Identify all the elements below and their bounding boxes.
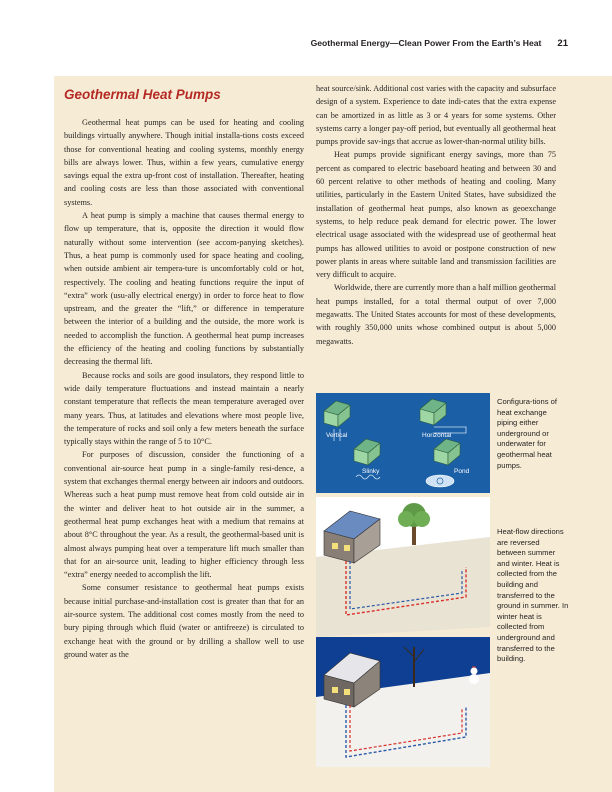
caption-heat-flow: Heat-flow directions are reversed between summer and winter. Heat is collected from the building and transferred to the ground in summer. In winter heat is collected from underground and transferred to the building.	[497, 527, 569, 664]
heat-flow-figure	[316, 497, 490, 767]
left-column	[64, 86, 304, 661]
paragraph-8: Worldwide, there are currently more than a half million geothermal heat pumps installed, for a total thermal output of over 7,000 megawatts. The United States accounts for most of these developments, with roughly 350,000 units whose combined output is about 5,000 megawatts.	[316, 283, 557, 346]
label-slinky: Slinky	[362, 468, 380, 475]
article-title: Geothermal Heat Pumps	[64, 87, 221, 102]
paragraph-6: heat source/sink. Additional cost varies with the capacity and subsurface design of a system. Experience to date indi-cates that the extra expense can be amortized in as little as 3 or 4 years for some systems. Other systems carry a longer pay-off period, but eventually all geothermal heat pumps provide sav-ings that accrue as lower-than-normal utility bills.	[316, 84, 556, 147]
piping-configurations-figure	[316, 393, 490, 493]
running-title: Geothermal Energy—Clean Power From the Earth’s Heat	[310, 38, 542, 48]
running-header	[168, 38, 568, 49]
label-vertical: Vertical	[326, 432, 348, 439]
paragraph-4: For purposes of discussion, consider the functioning of a conventional air-source heat pump in a single-family resi-dence, a system that exchanges thermal energy between air indoors and outdoors. Whereas such a heat pump must remove heat from cold outside air in the winter and deliver heat to hot outside air in the summer, a geothermal heat pump exchanges heat with a medium that remains at about 8°C throughout the year. As a result, the geothermal-based unit is almost always pumping heat over a temperature lift much smaller than that for an air-source unit, leading to higher efficiency through less “extra” energy needed to accomplish the lift.	[64, 450, 304, 580]
label-horizontal: Horizontal	[422, 432, 452, 439]
paragraph-5: Some consumer resistance to geothermal heat pumps exists because initial purchase-and-installation cost is greater than that for an air-source system. The additional cost comes mostly from the need to bury piping through which fluid (water or antifreeze) is circulated to exchange heat with the ground or by drilling a shallow well to use ground water as the	[64, 583, 304, 659]
paragraph-3: Because rocks and soils are good insulators, they respond little to wide daily temperature fluctuations and instead maintain a nearly constant temperature that reflects the mean temperature averaged over many years. Thus, at latitudes and elevations where most people live, the temperature of rocks and soil only a few meters beneath the surface typically stays within the range of 5 to 10°C.	[64, 370, 304, 447]
paragraph-1: Geothermal heat pumps can be used for heating and cooling buildings virtually anywhere. Though initial installa-tions costs exceed those for conventional heating and cooling systems, monthly energy bills are always lower. Thus, within a few years, cumulative energy savings equal the extra up-front cost of installation. Thereafter, heating and cooling costs are less than those associated with conventional systems.	[64, 118, 304, 207]
paragraph-7: Heat pumps provide significant energy savings, more than 75 percent as compared to electric baseboard heating and between 30 and 60 percent relative to other methods of heating and cooling. Many utilities, particularly in the Eastern United States, have subsidized the installation of geothermal heat pumps, also known as geoexchange systems, to help reduce peak demand for electric power. The lower electrical usage associated with the widespread use of geothermal heat pumps has allowed utilities to avoid or postpone construction of new power plants in areas where suitable land and transmission facilities are very difficult to acquire.	[316, 150, 556, 280]
label-pond: Pond	[454, 468, 470, 475]
paragraph-2: A heat pump is simply a machine that causes thermal energy to flow up temperature, that is, opposite the direction it would flow naturally without some intervention (see accom-panying sketches). Thus, a heat pump is commonly used for space heating and cooling, when outside ambient air tempera-ture is uncomfortably cold or hot, respectively. The cooling and heating functions require the input of “extra” work (usu-ally electrical energy) in order to force heat to flow upstream, and the greater the “lift,” or difference in temperature between the interior of a building and the outside, the more work is needed to accomplish the function. A geothermal heat pump increases the efficiency of the heating and cooling functions by substantially decreasing the thermal lift.	[64, 211, 304, 367]
page-number: 21	[557, 38, 568, 49]
caption-configurations: Configura-tions of heat exchange piping either underground or underwater for geothermal heat pumps.	[497, 397, 557, 470]
right-column	[316, 82, 556, 348]
